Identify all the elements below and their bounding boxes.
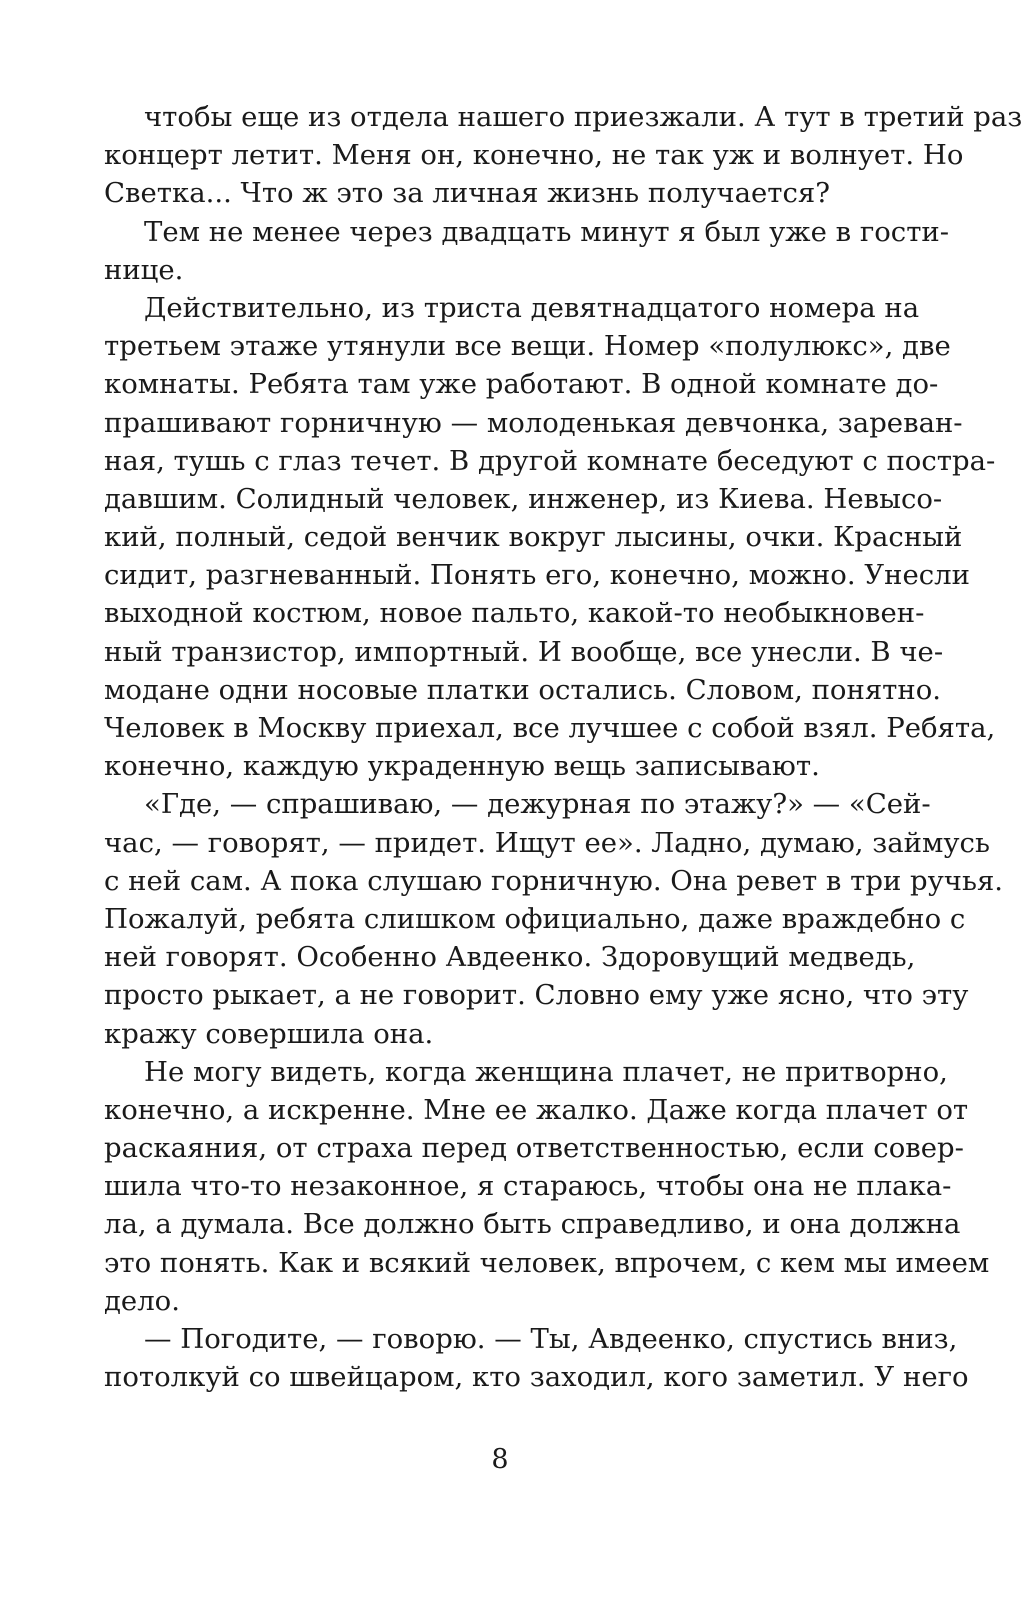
paragraph xyxy=(104,213,950,289)
paragraph xyxy=(104,1053,990,1320)
text-line: кий, полный, седой венчик вокруг лысины, очки. Красный xyxy=(104,521,963,554)
paragraph xyxy=(104,98,1022,213)
text-line: Тем не менее через двадцать минут я был уже в гости- xyxy=(144,215,950,248)
text-line: давшим. Солидный человек, инженер, из Киева. Невысо- xyxy=(104,482,943,515)
text-line: выходной костюм, новое пальто, какой-то необыкновен- xyxy=(104,597,925,630)
paragraph xyxy=(104,289,996,785)
text-line: Не могу видеть, когда женщина плачет, не притворно, xyxy=(144,1055,948,1088)
text-line: прашивают горничную — молоденькая девчонка, зареван- xyxy=(104,406,963,439)
text-line: раскаяния, от страха перед ответственностью, если совер- xyxy=(104,1132,964,1165)
text-line: конечно, каждую украденную вещь записывают. xyxy=(104,750,820,783)
text-line: с ней сам. А пока слушаю горничную. Она ревет в три ручья. xyxy=(104,864,1004,897)
text-line: ный транзистор, импортный. И вообще, все унесли. В че- xyxy=(104,635,944,668)
text-line: ная, тушь с глаз течет. В другой комнате беседуют с постра- xyxy=(104,444,996,477)
text-line: ла, а думала. Все должно быть справедливо, и она должна xyxy=(104,1208,961,1241)
text-line: просто рыкает, а не говорит. Словно ему уже ясно, что эту xyxy=(104,979,969,1012)
text-line: комнаты. Ребята там уже работают. В одной комнате до- xyxy=(104,368,939,401)
text-line: — Погодите, — говорю. — Ты, Авдеенко, спустись вниз, xyxy=(144,1323,958,1355)
text-line: ней говорят. Особенно Авдеенко. Здоровущий медведь, xyxy=(104,941,916,974)
text-line: чтобы еще из отдела нашего приезжали. А тут в третий раз xyxy=(144,101,1022,133)
text-line: конечно, а искренне. Мне ее жалко. Даже когда плачет от xyxy=(104,1093,969,1126)
text-line: Человек в Москву приехал, все лучшее с собой взял. Ребята, xyxy=(104,712,996,744)
text-line: Светка... Что ж это за личная жизнь получается? xyxy=(104,177,830,210)
text-line: нице. xyxy=(104,253,184,286)
text-line: это понять. Как и всякий человек, впрочем, с кем мы имеем xyxy=(104,1246,990,1279)
paragraph xyxy=(104,785,1004,1052)
text-line: концерт летит. Меня он, конечно, не так уж и волнует. Но xyxy=(104,139,964,172)
paragraph xyxy=(104,1320,969,1396)
text-line: кражу совершила она. xyxy=(104,1017,434,1050)
text-line: «Где, — спрашиваю, — дежурная по этажу?» — «Сей- xyxy=(144,788,931,821)
page-number: 8 xyxy=(491,1444,509,1475)
text-line: Пожалуй, ребята слишком официально, даже враждебно с xyxy=(104,902,966,935)
text-line: шила что-то незаконное, я стараюсь, чтобы она не плака- xyxy=(104,1170,952,1203)
text-line: потолкуй со швейцаром, кто заходил, кого заметил. У него xyxy=(104,1361,969,1394)
text-line: Действительно, из триста девятнадцатого номера на xyxy=(144,291,920,324)
text-line: час, — говорят, — придет. Ищут ее». Ладно, думаю, займусь xyxy=(104,826,990,859)
page-body-text xyxy=(104,98,1022,1396)
text-line: модане одни носовые платки остались. Словом, понятно. xyxy=(104,673,942,706)
text-line: дело. xyxy=(104,1284,180,1317)
text-line: сидит, разгневанный. Понять его, конечно, можно. Унесли xyxy=(104,559,970,592)
text-line: третьем этаже утянули все вещи. Номер «полулюкс», две xyxy=(104,330,951,363)
